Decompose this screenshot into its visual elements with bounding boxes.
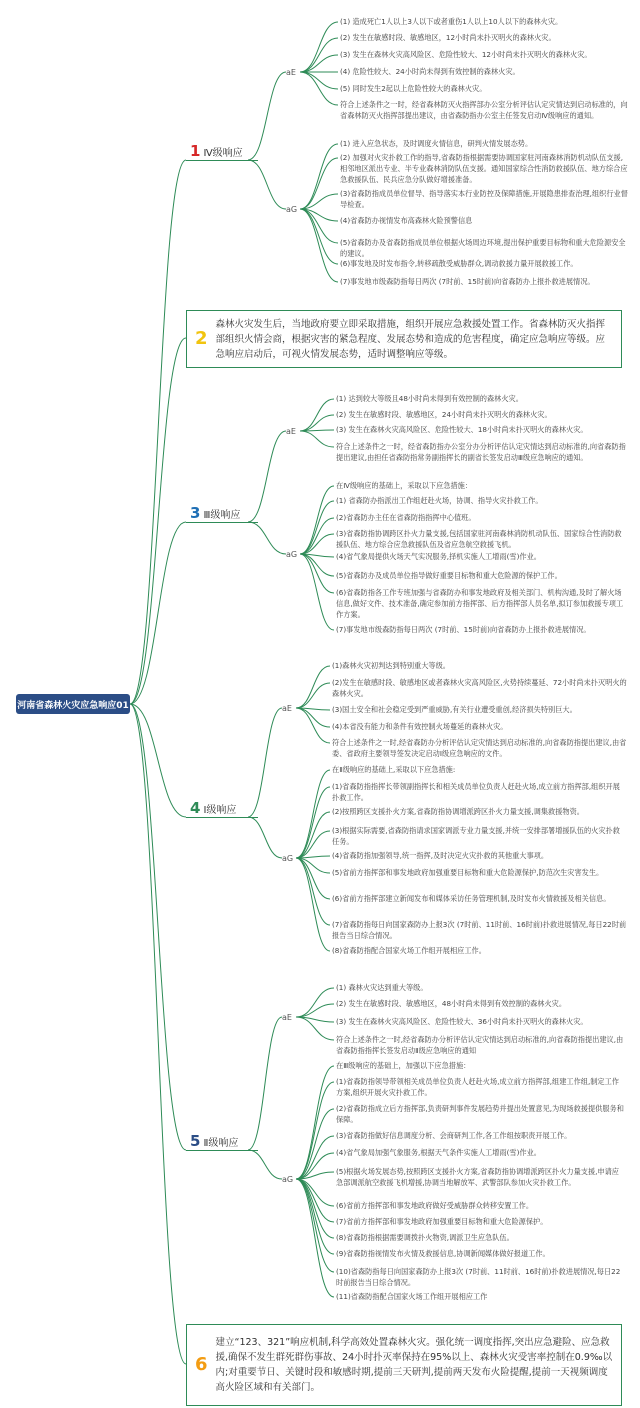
leaf-item[interactable]: (2) 加强对火灾扑救工作的指导,省森防指根据需要协调国家驻河南森林消防机动队伍支援,相邻地区派出专业、半专业森林消防队伍支援。通知国家综合性消防救援队伍、地方综合应急救援队伍、民兵应急分队做好增援准备。 <box>340 153 628 184</box>
leaf-item[interactable]: (4)省气象局提供火场天气实况服务,择机实施人工增雨(雪)作业。 <box>336 552 541 561</box>
leaf-connector <box>296 812 330 858</box>
leaf-connector <box>296 708 330 743</box>
leaf-item[interactable]: (7)省前方指挥部和事发地政府加强重要目标物和重大危险源保护。 <box>336 1217 548 1226</box>
leaf-connector <box>296 1109 334 1179</box>
node-number-1: 1 <box>190 142 201 160</box>
leaf-item[interactable]: (1)省森防指指挥长带领副指挥长和相关成员单位负责人赶赴火场,成立前方指挥部,组织开展扑救工作。 <box>332 782 620 802</box>
note-box-2[interactable] <box>186 310 622 368</box>
level-4-response-node[interactable] <box>186 142 258 161</box>
leaf-item[interactable]: (5)根据火场发展态势,按照跨区支援扑火方案,省森防指协调增派跨区扑火力量支援,申请应急部调派航空救援飞机增援,协调当地解放军、武警部队参加火灾扑救工作。 <box>336 1167 619 1187</box>
leaf-item[interactable]: (6)事发地及时发布指令,转移疏散受威胁群众,调动救援力量开展救援工作。 <box>340 259 578 268</box>
leaf-item[interactable]: (2) 发生在敏感时段、敏感地区，48小时尚未得到有效控制的森林火灾。 <box>336 999 567 1008</box>
leaf-connector <box>300 501 334 554</box>
node-label: Ⅳ级响应 <box>203 147 243 159</box>
branch-connector <box>248 1150 282 1179</box>
leaf-connector <box>296 1082 334 1179</box>
leaf-connector <box>296 988 334 1017</box>
branch-connector <box>248 522 286 554</box>
leaf-connector <box>296 787 330 858</box>
leaf-item[interactable]: (5)省森防办及成员单位指导做好重要目标物和重大危险源的保护工作。 <box>336 571 562 580</box>
node-number-4: 4 <box>190 799 201 817</box>
leaf-item[interactable]: (1) 达到较大等级且48小时尚未得到有效控制的森林火灾。 <box>336 394 523 403</box>
node-label: Ⅰ级响应 <box>203 804 237 816</box>
leaf-connector <box>300 431 334 447</box>
node-number-6: 6 <box>195 1354 208 1375</box>
root-connector <box>130 704 186 1150</box>
branch-connector <box>248 160 286 209</box>
leaf-connector <box>296 1004 334 1017</box>
leaf-connector <box>296 708 330 727</box>
leaf-item[interactable]: (10)省森防指每日向国家森防办上报3次 (7时前、11时前、16时前)扑救进展情况,每日22时前报告当日综合情况。 <box>336 1267 621 1287</box>
leaf-item[interactable]: (3) 发生在森林火灾高风险区、危险性较大、18小时尚未扑灭明火的森林火灾。 <box>336 425 588 434</box>
leaf-item[interactable]: (6)省前方指挥部建立新闻发布和媒体采访任务管理机制,及时发布火情救援及相关信息。 <box>332 894 611 903</box>
branch-conditions[interactable]: aE <box>286 427 296 436</box>
branch-measures[interactable]: aG <box>286 205 298 214</box>
branch-conditions[interactable]: aE <box>286 68 296 77</box>
leaf-item[interactable]: (4)省森防办视情发布高森林火险预警信息 <box>340 216 473 225</box>
branch-measures[interactable]: aG <box>286 550 298 559</box>
leaf-connector <box>296 1179 334 1297</box>
leaf-connector <box>300 415 334 431</box>
leaf-connector <box>300 22 338 72</box>
leaf-connector <box>300 399 334 431</box>
leaf-item[interactable]: 符合上述条件之一时,经省森防办分析评估认定灾情达到启动标准的,向省森防指提出建议,由省森防指指挥长签发启动Ⅱ级应急响应的通知 <box>336 1035 624 1055</box>
node-number-3: 3 <box>190 504 201 522</box>
leaf-item[interactable]: (4)省气象局加强气象服务,根据天气条件实施人工增雨(雪)作业。 <box>336 1148 541 1157</box>
node-number-2: 2 <box>195 328 208 349</box>
level-3-response-node[interactable] <box>186 504 258 523</box>
node-label: Ⅲ级响应 <box>203 509 241 521</box>
leaf-item[interactable]: (1) 进入应急状态，及时调度火情信息，研判火情发展态势。 <box>340 139 533 148</box>
leaf-connector <box>296 666 330 708</box>
leaf-item[interactable]: (7)事发地市级森防指每日两次 (7时前、15时前)向省森防办上报扑救进展情况。 <box>336 625 591 634</box>
leaf-item[interactable]: (4)省森防指加强领导,统一指挥,及时决定火灾扑救的其他重大事项。 <box>332 851 549 860</box>
node-number-5: 5 <box>190 1132 201 1150</box>
leaf-item[interactable]: (2)省森防指成立后方指挥部,负责研判事件发展趋势并提出处置意见,为现场救援提供服务和保障。 <box>336 1104 624 1124</box>
note-text: 森林火灾发生后，当地政府要立即采取措施，组织开展应急救援处置工作。省森林防灭火指挥部组织火情会商，根据灾害的紧急程度、发展态势和造成的危害程度，确定应急响应等级。应急响应启动后，可视火情发展态势，适时调整响应等级。 <box>215 318 606 360</box>
leaf-connector <box>296 858 330 951</box>
leaf-item[interactable]: (2)发生在敏感时段、敏感地区或者森林火灾高风险区,火势持续蔓延、72小时尚未扑灭明火的森林火灾。 <box>332 678 627 698</box>
leaf-item[interactable]: (2) 发生在敏感时段、敏感地区，24小时尚未扑灭明火的森林火灾。 <box>336 410 552 419</box>
leaf-item[interactable]: 符合上述条件之一时，经省森防指办公室分办分析评估认定灾情达到启动标准的,向省森防指提出建议,由担任省森防指常务副指挥长的副省长签发启动Ⅲ级应急响应的通知。 <box>336 442 626 462</box>
branch-connector <box>248 1017 282 1150</box>
leaf-item[interactable]: (3) 发生在森林火灾高风险区、危险性较大、36小时尚未扑灭明火的森林火灾。 <box>336 1017 588 1026</box>
branch-measures[interactable]: aG <box>282 1175 294 1184</box>
root-connector <box>130 522 186 704</box>
leaf-item[interactable]: (3)国土安全和社会稳定受到严重威胁,有关行业遭受重创,经济损失特别巨大。 <box>332 705 577 714</box>
leaf-item[interactable]: (6)省前方指挥部和事发地政府做好受威胁群众转移安置工作。 <box>336 1201 534 1210</box>
leaf-item[interactable]: (4) 危险性较大、24小时尚未得到有效控制的森林火灾。 <box>340 67 520 76</box>
root-connector <box>130 338 186 704</box>
leaf-item[interactable]: (8)省森防指配合国家火场工作组开展相应工作。 <box>332 946 486 955</box>
leaf-item[interactable]: (2)按照跨区支援扑火方案,省森防指协调增派跨区扑火力量支援,调集救援物资。 <box>332 807 584 816</box>
leaf-connector <box>300 144 338 209</box>
leaf-item[interactable]: (1) 造成死亡1人以上3人以下或者重伤1人以上10人以下的森林火灾。 <box>340 17 563 26</box>
leaf-item[interactable]: (4)本省没有能力和条件有效控制火场蔓延的森林火灾。 <box>332 722 508 731</box>
leaf-item[interactable]: (3)省森防指协调跨区扑火力量支援,包括国家驻河南森林消防机动队伍、国家综合性消防救援队伍、地方综合应急救援队伍及省应急航空救援飞机。 <box>336 529 622 549</box>
leaf-item[interactable]: (3) 发生在森林火灾高风险区、危险性较大、12小时尚未扑灭明火的森林火灾。 <box>340 50 592 59</box>
leaf-connector <box>296 1066 334 1179</box>
leaf-item[interactable]: (1) 森林火灾达到重大等级。 <box>336 983 428 992</box>
leaf-item[interactable]: (7)省森防指每日向国家森防办上报3次 (7时前、11时前、16时前)扑救进展情况,每日22时前报告当日综合情况。 <box>332 920 627 940</box>
leaf-connector <box>300 38 338 72</box>
leaf-item[interactable]: (6)省森防指各工作专班加强与省森防办和事发地政府及相关部门、机构沟通,及时了解火场信息,做好文件、技术准备,确定参加前方指挥部、后方指挥部人员名单,拟订参加救援专项工作方案。 <box>336 588 624 619</box>
leaf-item[interactable]: 符合上述条件之一时，经省森林防灭火指挥部办公室分析评估认定灾情达到启动标准的，向省森林防灭火指挥部提出建议，由省森防指办公室主任签发启动Ⅳ级响应的通知。 <box>340 100 628 120</box>
leaf-connector <box>296 1179 334 1238</box>
branch-measures[interactable]: aG <box>282 854 294 863</box>
leaf-item[interactable]: 在Ⅳ级响应的基础上，采取以下应急措施： <box>336 481 473 490</box>
leaf-item[interactable]: 在Ⅱ级响应的基础上,采取以下应急措施: <box>332 765 456 774</box>
leaf-item[interactable]: (7)事发地市级森防指每日两次 (7时前、15时前)向省森防办上报扑救进展情况。 <box>340 277 595 286</box>
leaf-connector <box>300 209 338 282</box>
leaf-item[interactable]: (5)省前方指挥部和事发地政府加强重要目标物和重大危险源保护,防范次生灾害发生。 <box>332 868 604 877</box>
leaf-item[interactable]: (3)根据实际需要,省森防指请求国家调派专业力量支援,并统一安排部署增援队伍的火灾扑救任务。 <box>332 826 620 846</box>
leaf-item[interactable]: (8)省森防指根据需要调拨扑火物资,调派卫生应急队伍。 <box>336 1233 514 1242</box>
note-box-6[interactable] <box>186 1324 622 1406</box>
leaf-item[interactable]: (1)省森防指领导带领相关成员单位负责人赶赴火场,成立前方指挥部,组建工作组,制定工作方案,组织开展火灾扑救工作。 <box>336 1077 619 1097</box>
leaf-item[interactable]: (11)省森防指配合国家火场工作组开展相应工作 <box>336 1292 488 1301</box>
root-connector <box>130 160 186 704</box>
leaf-connector <box>296 1179 334 1254</box>
leaf-item[interactable]: 符合上述条件之一时,经省森防办分析评估认定灾情达到启动标准的,向省森防指提出建议,由省委、省政府主要领导签发决定启动Ⅰ级应急响应的文件。 <box>332 738 627 758</box>
leaf-connector <box>300 518 334 554</box>
root-connector <box>130 704 186 1364</box>
root-node[interactable]: 河南省森林火灾应急响应01 <box>16 694 130 714</box>
leaf-item[interactable]: (3)省森防指做好信息调度分析、会商研判工作,各工作组按职责开展工作。 <box>336 1131 572 1140</box>
leaf-item[interactable]: (5) 同时发生2起以上危险性较大的森林火灾。 <box>340 84 487 93</box>
leaf-connector <box>296 858 330 925</box>
leaf-item[interactable]: (3)省森防指成员单位督导、指导落实本行业防控及保障措施,开展隐患排查治理,组织行业督导检查。 <box>340 189 628 209</box>
branch-conditions[interactable]: aE <box>282 704 292 713</box>
leaf-item[interactable]: (1)森林火灾初判达到特别重大等级。 <box>332 661 450 670</box>
leaf-connector <box>300 55 338 72</box>
leaf-item[interactable]: (1) 省森防办指派出工作组赶赴火场，协调、指导火灾扑救工作。 <box>336 496 543 505</box>
leaf-connector <box>296 1017 334 1040</box>
level-2-response-node[interactable] <box>186 1132 258 1151</box>
branch-conditions[interactable]: aE <box>282 1013 292 1022</box>
leaf-item[interactable]: (2) 发生在敏感时段、敏感地区，12小时尚未扑灭明火的森林火灾。 <box>340 33 556 42</box>
leaf-item[interactable]: (9)省森防指视情发布火情及救援信息,协调新闻媒体做好报道工作。 <box>336 1249 550 1258</box>
leaf-item[interactable]: (2)省森防办主任在省森防指指挥中心值班。 <box>336 513 476 522</box>
branch-connector <box>248 817 282 858</box>
leaf-connector <box>300 209 338 264</box>
note-text: 建立“123、321”响应机制,科学高效处置森林火灾。强化统一调度指挥,突出应急避险、应急救援,确保不发生群死群伤事故、24小时扑灭率保持在95%以上、森林火灾受害率控制在0.9‰以内;对重要节日、关键时段和敏感时期,提前三天研判,提前两天发布火险提醒,提前一天视频调度高火险区域和有关部门。 <box>215 1337 613 1393</box>
leaf-connector <box>300 554 334 593</box>
leaf-item[interactable]: (5)省森防办及省森防指成员单位根据火场周边环境,提出保护重要目标物和重大危险源安全的建议。 <box>340 238 626 258</box>
leaf-connector <box>300 72 338 89</box>
level-1-response-node[interactable] <box>186 799 258 818</box>
node-label: Ⅱ级响应 <box>203 1137 239 1149</box>
leaf-item[interactable]: 在Ⅲ级响应的基础上，加强以下应急措施： <box>336 1061 471 1070</box>
